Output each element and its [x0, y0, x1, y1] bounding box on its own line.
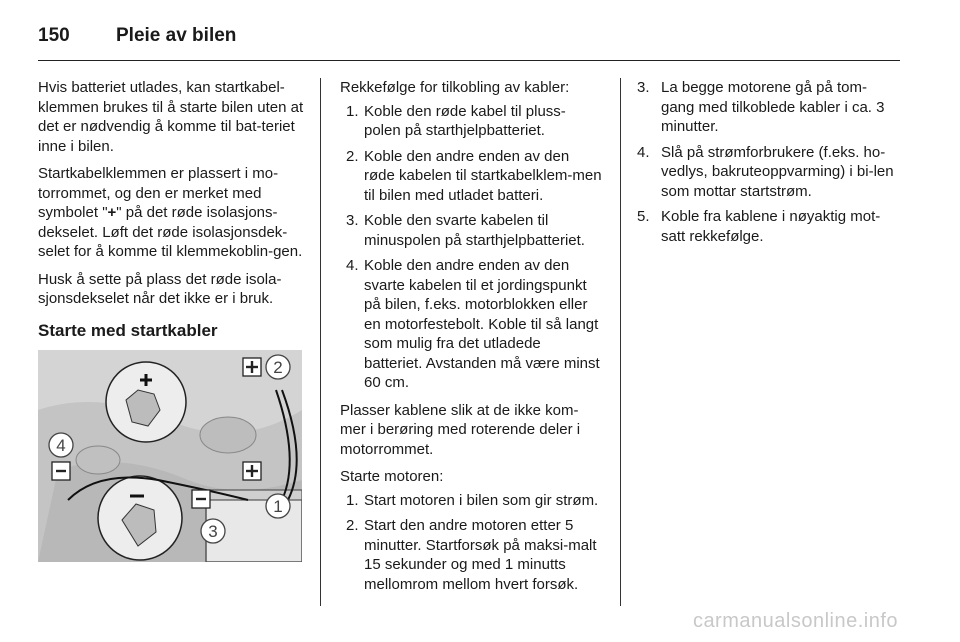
column-2	[340, 78, 602, 602]
list-item: 4. Koble den andre enden av den svarte kabelen til et jordingspunkt på bilen, f.eks. motorblokken eller en motorfestebolt. Koble til så langt som mulig fra det utladede batteriet. Avstanden må være minst 60 cm.	[346, 257, 600, 391]
list-item: 2. Koble den andre enden av den røde kabelen til startkabelklem-men til bilen med utladet batteri.	[346, 147, 602, 204]
list-item: 3. Koble den svarte kabelen til minuspolen på starthjelpbatteriet.	[346, 212, 585, 249]
paragraph-cover-reminder: Husk å sette på plass det røde isola-sjonsdekselet når det ikke er i bruk.	[38, 270, 282, 307]
paragraph-battery: Hvis batteriet utlades, kan startkabel-klemmen brukes til å starte bilen uten at det er nødvendig å komme til bat-teriet inne i bilen.	[38, 79, 304, 155]
jump-start-illustration	[38, 350, 302, 562]
watermark: carmanualsonline.info	[692, 610, 898, 632]
column-divider-2	[620, 78, 621, 606]
clamp-text-a: Startkabelklemmen er plassert i mo-torrommet, og den er merket med symbolet "	[38, 165, 279, 221]
list-item: 2. Start den andre motoren etter 5 minutter. Startforsøk på maksi-malt 15 sekunder og med 1 minutts mellomrom mellom hvert forsøk.	[346, 517, 597, 593]
svg-text:1: 1	[273, 497, 283, 516]
svg-text:2: 2	[273, 358, 283, 377]
paragraph-clamp-location	[38, 164, 306, 262]
svg-text:4: 4	[56, 436, 66, 455]
list-item: 5. Koble fra kablene i nøyaktig mot-satt rekkefølge.	[637, 208, 881, 245]
cable-placement-note: Plasser kablene slik at de ikke kom-mer i berøring med roterende deler i motorrommet.	[340, 401, 581, 458]
list-item: 1. Koble den røde kabel til pluss-polen på starthjelpbatteriet.	[346, 102, 566, 139]
plus-symbol-icon: +	[107, 204, 117, 221]
start-steps-continued	[637, 78, 899, 246]
callout-2	[266, 355, 290, 379]
callout-4	[49, 433, 73, 457]
page-title: Pleie av bilen	[116, 25, 237, 46]
svg-text:3: 3	[208, 522, 218, 541]
header-rule	[38, 60, 900, 61]
column-3	[637, 78, 899, 254]
page-number: 150	[38, 25, 70, 46]
clamp-text-b: " på det røde isolasjons-dekselet. Løft det røde isolasjonsdek-selet for å komme til klemmekoblin-gen.	[38, 204, 303, 260]
list-item: 4. Slå på strømforbrukere (f.eks. ho-vedlys, bakruteoppvarming) i bi-len som mottar startstrøm.	[637, 143, 894, 200]
connection-steps	[340, 102, 602, 393]
list-item: 3. La begge motorene gå på tom-gang med tilkoblede kabler i ca. 3 minutter.	[637, 79, 885, 135]
start-steps	[340, 491, 602, 595]
connection-intro: Rekkefølge for tilkobling av kabler:	[340, 79, 570, 96]
section-heading: Starte med startkabler	[38, 320, 218, 340]
start-engine-label: Starte motoren:	[340, 468, 444, 485]
page-header	[38, 20, 236, 52]
callout-1	[266, 494, 290, 518]
list-item: 1. Start motoren i bilen som gir strøm.	[346, 491, 599, 509]
column-divider-1	[320, 78, 321, 606]
callout-3	[201, 519, 225, 543]
column-1	[38, 78, 306, 562]
illustration-svg	[38, 350, 302, 562]
